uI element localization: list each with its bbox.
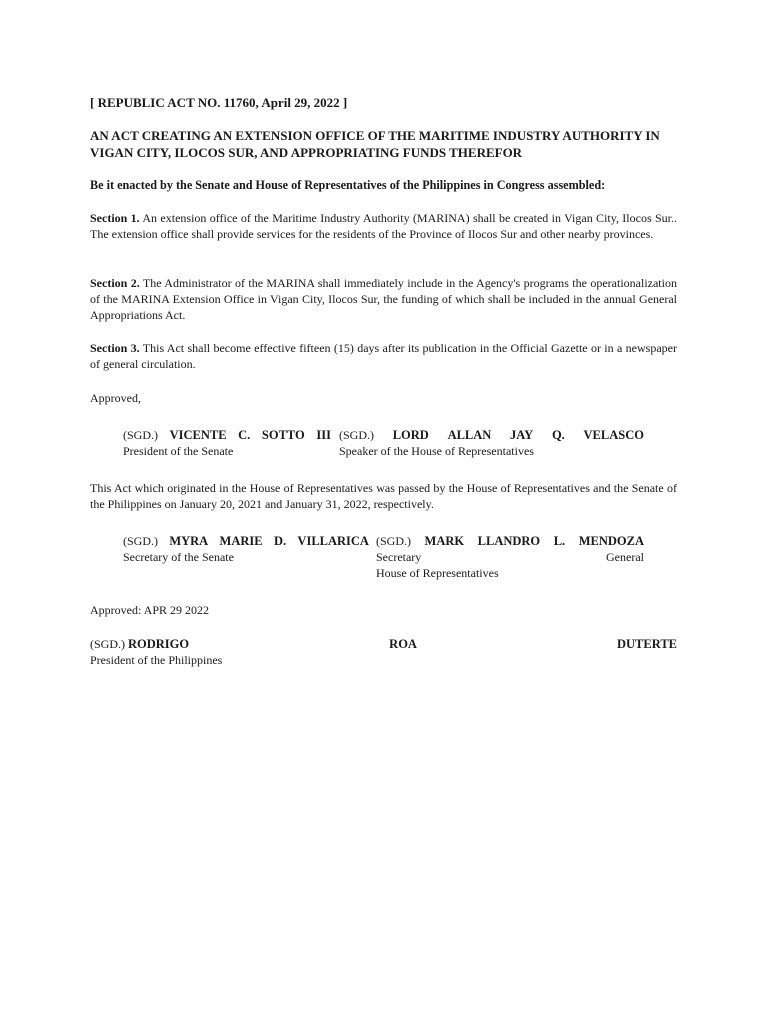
sgd-mark: (SGD.)	[90, 637, 125, 651]
name-part: VELASCO	[583, 428, 644, 442]
name-part: SOTTO	[261, 428, 305, 442]
name-part: C.	[238, 428, 251, 442]
act-title: AN ACT CREATING AN EXTENSION OFFICE OF THE MARITIME INDUSTRY AUTHORITY IN VIGAN CITY, ILOCOS SUR, AND APPROPRIATING FUNDS THEREFOR	[90, 128, 660, 160]
name-part: DUTERTE	[617, 637, 677, 651]
name-part: RODRIGO	[128, 637, 190, 651]
section-2-text: The Administrator of the MARINA shall immediately include in the Agency's programs the operationalization of the MARINA Extension Office in Vigan City, Ilocos Sur, the funding of which shall be included in the annual General Appropriations Act.	[90, 276, 677, 322]
house-secretary-general-signature	[376, 533, 644, 549]
name-part: VICENTE	[169, 428, 227, 442]
approval-date: Approved: APR 29 2022	[90, 603, 210, 617]
house-speaker-signature	[339, 427, 644, 443]
section-1-label: Section 1.	[90, 211, 140, 225]
approved-label: Approved,	[90, 391, 141, 405]
section-3	[90, 340, 677, 372]
house-secretary-general-title	[376, 549, 644, 565]
section-3-text: This Act shall become effective fifteen (15) days after its publication in the Official Gazette or in a newspaper of general circulation.	[90, 341, 677, 371]
senate-secretary-signature	[123, 533, 369, 549]
senate-president-signature	[123, 427, 331, 443]
name-part: MENDOZA	[578, 534, 644, 548]
name-part: L.	[553, 534, 566, 548]
name-part: ROA	[389, 637, 417, 651]
house-secretary-general-org: House of Representatives	[376, 566, 499, 580]
name-part: LORD	[392, 428, 429, 442]
name-part: LLANDRO	[477, 534, 541, 548]
enacting-clause: Be it enacted by the Senate and House of Representatives of the Philippines in Congress assembled:	[90, 178, 606, 192]
name-part: Q.	[551, 428, 565, 442]
name-part: MYRA	[169, 534, 209, 548]
name-part: III	[316, 428, 331, 442]
title-part: General	[606, 550, 644, 564]
name-part: VILLARICA	[297, 534, 369, 548]
sgd-mark: (SGD.)	[376, 534, 411, 548]
section-2-label: Section 2.	[90, 276, 140, 290]
name-part: MARK	[424, 534, 465, 548]
president-signature	[90, 636, 677, 652]
sgd-mark: (SGD.)	[123, 428, 158, 442]
section-1-text: An extension office of the Maritime Industry Authority (MARINA) shall be created in Vigan City, Ilocos Sur.. The extension office shall provide services for the residents of the Province of Ilocos Sur and other nearby provinces.	[90, 211, 677, 241]
senate-president-title: President of the Senate	[123, 444, 234, 458]
title-part: Secretary	[376, 550, 422, 564]
name-part: JAY	[510, 428, 534, 442]
section-2	[90, 275, 677, 323]
president-first-name	[90, 636, 189, 652]
name-part: MARIE	[219, 534, 263, 548]
sgd-mark: (SGD.)	[123, 534, 158, 548]
act-number: [ REPUBLIC ACT NO. 11760, April 29, 2022 ]	[90, 95, 348, 110]
section-3-label: Section 3.	[90, 341, 140, 355]
section-1	[90, 210, 677, 242]
house-speaker-title: Speaker of the House of Representatives	[339, 444, 534, 458]
sgd-mark: (SGD.)	[339, 428, 374, 442]
name-part: ALLAN	[447, 428, 492, 442]
senate-secretary-title: Secretary of the Senate	[123, 550, 234, 564]
name-part: D.	[273, 534, 287, 548]
passage-note: This Act which originated in the House of Representatives was passed by the House of Representatives and the Senate of the Philippines on January 20, 2021 and January 31, 2022, respectively.	[90, 481, 677, 511]
president-title: President of the Philippines	[90, 653, 223, 667]
